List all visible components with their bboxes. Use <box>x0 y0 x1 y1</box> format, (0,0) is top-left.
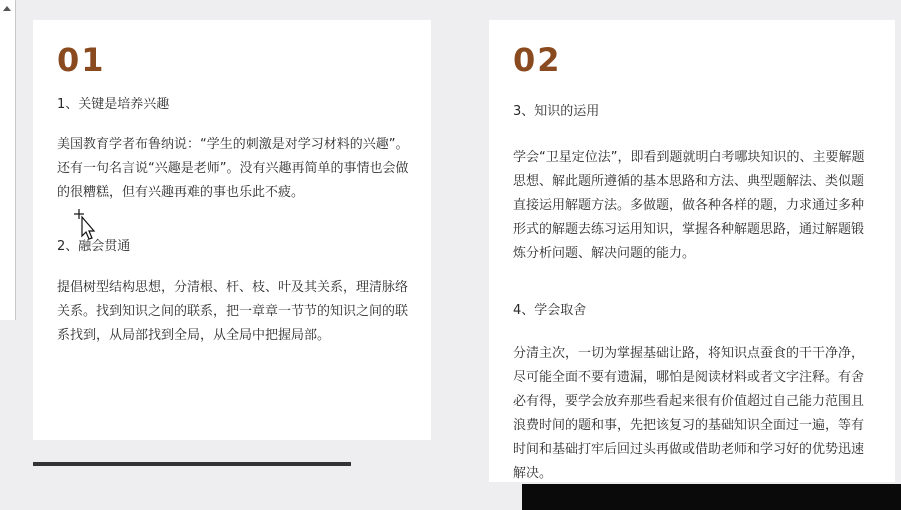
paragraph-application: 学会“卫星定位法”，即看到题就明白考哪块知识的、主要解题思想、解此题所遵循的基本思路和方法、典型题解法、类似题直接运用解题方法。多做题，做各种各样的题，力求通过多种形式的解题去练习运用知识，掌握各种解题思路，通过解题锻炼分析问题、解决问题的能力。 <box>513 150 865 261</box>
paragraph-trade-off: 分清主次，一切为掌握基础让路，将知识点蚕食的干干净净，尽可能全面不要有遗漏，哪怕是阅读材料或者文字注释。有舍必有得，要学会放弃那些看起来很有价值超过自己能力范围且浪费时间的题和事，先把该复习的基础知识全面过一遍，等有时间和基础打牢后回过头再做或借助老师和学习好的优势迅速解决。 <box>513 346 865 481</box>
bottom-black-bar <box>522 484 901 510</box>
section-number-01: 01 <box>57 41 106 79</box>
section-number-02: 02 <box>513 41 562 79</box>
side-scrollbar[interactable] <box>0 0 16 320</box>
content-panel-02 <box>489 20 895 482</box>
progress-bar <box>33 462 351 466</box>
heading-integration: 2、融会贯通 <box>57 239 131 254</box>
heading-trade-off: 4、学会取舍 <box>513 303 587 318</box>
heading-application: 3、知识的运用 <box>513 104 600 119</box>
paragraph-interest: 美国教育学者布鲁纳说：“学生的刺激是对学习材料的兴趣”。还有一句名言说“兴趣是老师”。没有兴趣再简单的事情也会做的很糟糕，但有兴趣再难的事也乐此不疲。 <box>57 137 409 200</box>
mouse-cursor-icon <box>72 206 98 240</box>
scroll-up-arrow-icon[interactable] <box>3 6 11 11</box>
heading-interest: 1、关键是培养兴趣 <box>57 97 170 112</box>
paragraph-integration: 提倡树型结构思想，分清根、杆、枝、叶及其关系，理清脉络关系。找到知识之间的联系，把一章章一节节的知识之间的联系找到，从局部找到全局，从全局中把握局部。 <box>57 280 409 343</box>
